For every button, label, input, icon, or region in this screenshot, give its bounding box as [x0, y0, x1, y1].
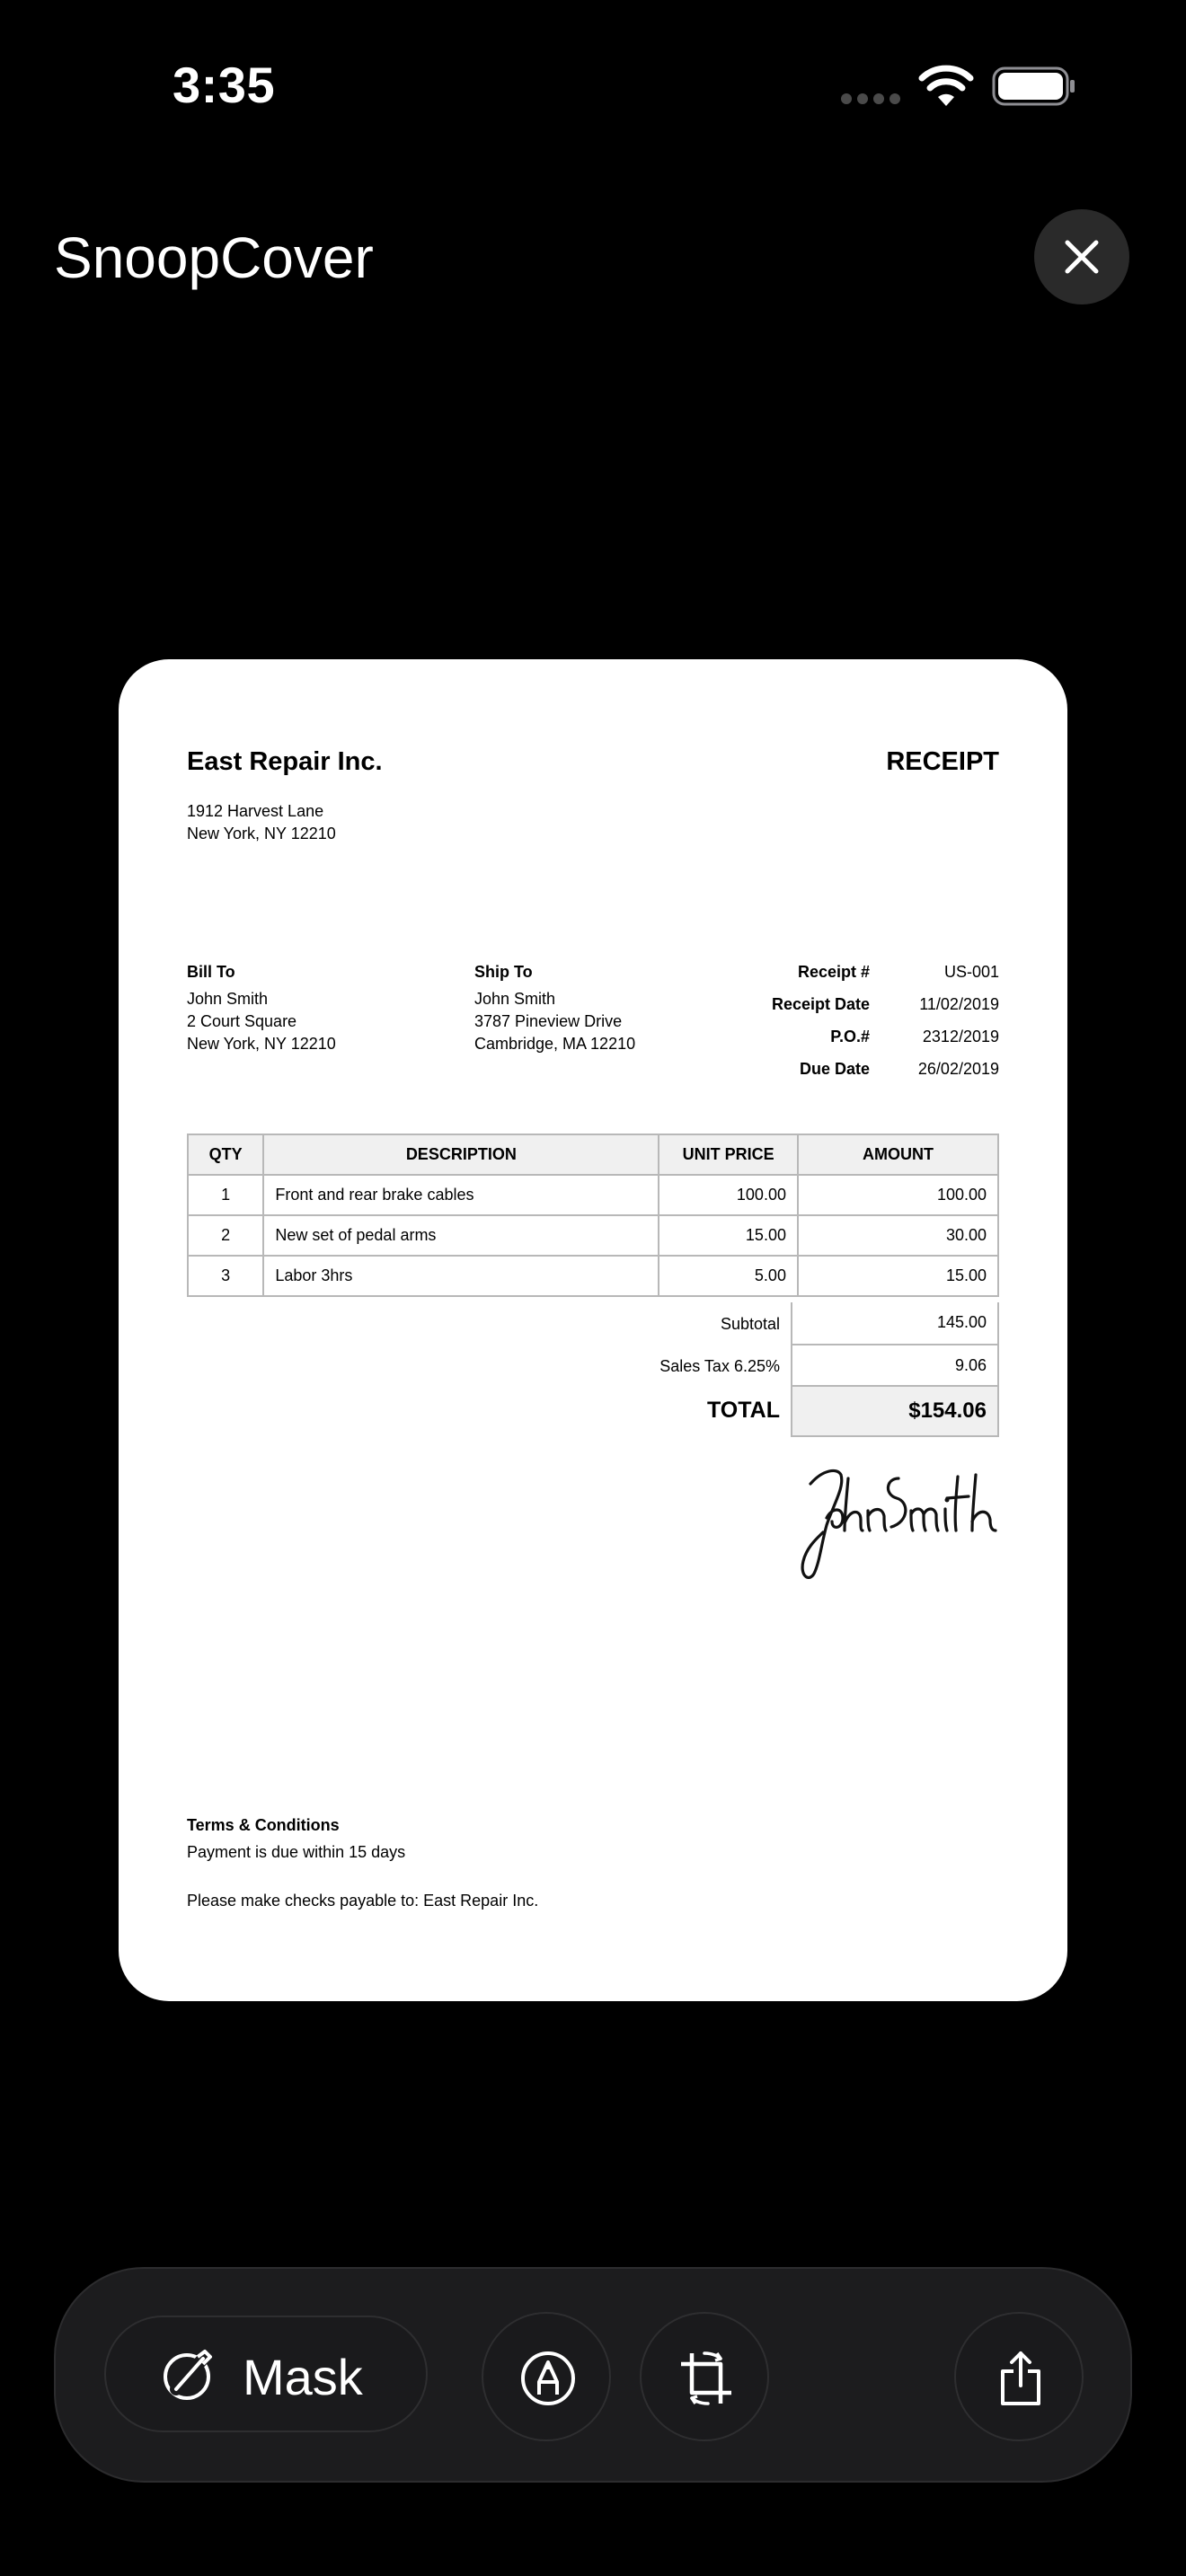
ship-to-line: Cambridge, MA 12210: [474, 1035, 636, 1053]
column-header-amount: AMOUNT: [798, 1134, 998, 1175]
ship-to-line: 3787 Pineview Drive: [474, 1012, 623, 1030]
receipt-number-value: US-001: [943, 963, 999, 981]
share-icon: [992, 2350, 1049, 2407]
close-button[interactable]: [1034, 209, 1129, 304]
description-cell: Labor 3hrs: [263, 1256, 659, 1296]
sales-tax-label: Sales Tax 6.25%: [659, 1357, 780, 1375]
share-button[interactable]: [954, 2312, 1084, 2441]
receipt-number-label: Receipt #: [797, 963, 870, 981]
qty-cell: 2: [188, 1215, 263, 1256]
bill-to-line: John Smith: [187, 990, 269, 1008]
due-date-label: Due Date: [799, 1060, 870, 1078]
subtotal-value: 145.00: [791, 1302, 999, 1345]
receipt-document: [119, 659, 1067, 2001]
company-name: East Repair Inc.: [187, 747, 383, 776]
qty-cell: 3: [188, 1256, 263, 1296]
column-header-unit-price: UNIT PRICE: [659, 1134, 798, 1175]
description-cell: New set of pedal arms: [263, 1215, 659, 1256]
cellular-signal-icon: [841, 93, 902, 104]
mask-label: Mask: [243, 2349, 363, 2405]
status-time: 3:35: [173, 57, 276, 113]
battery-icon: [992, 66, 1076, 106]
due-date-value: 26/02/2019: [917, 1060, 999, 1078]
wifi-icon: [918, 65, 974, 108]
receipt-date-label: Receipt Date: [771, 995, 870, 1013]
table-row: [188, 1256, 998, 1296]
receipt-date-value: 11/02/2019: [919, 995, 999, 1013]
company-address-line: New York, NY 12210: [187, 825, 336, 842]
column-header-qty: QTY: [188, 1134, 263, 1175]
crop-rotate-icon: [677, 2350, 735, 2407]
subtotal-label: Subtotal: [720, 1315, 780, 1333]
payable-text: Please make checks payable to: East Repair Inc.: [187, 1892, 539, 1910]
crop-rotate-button[interactable]: [640, 2312, 769, 2441]
close-icon: [1062, 237, 1102, 277]
bottom-toolbar: [54, 2267, 1132, 2483]
sales-tax-value: 9.06: [791, 1344, 999, 1387]
ship-to-line: John Smith: [474, 990, 556, 1008]
bill-to-heading: Bill To: [187, 963, 235, 981]
mask-icon: [160, 2348, 216, 2404]
amount-cell: 30.00: [798, 1215, 998, 1256]
unit-price-cell: 5.00: [659, 1256, 798, 1296]
app-title: SnoopCover: [54, 225, 374, 290]
mask-button[interactable]: [104, 2316, 428, 2432]
ship-to-heading: Ship To: [474, 963, 533, 981]
bill-to-line: New York, NY 12210: [187, 1035, 336, 1053]
document-type: RECEIPT: [886, 747, 999, 776]
unit-price-cell: 100.00: [659, 1175, 798, 1215]
column-header-description: DESCRIPTION: [263, 1134, 659, 1175]
amount-cell: 15.00: [798, 1256, 998, 1296]
terms-text: Payment is due within 15 days: [187, 1843, 406, 1861]
line-items-table: [187, 1134, 999, 1297]
company-address-line: 1912 Harvest Lane: [187, 802, 324, 820]
total-value: $154.06: [791, 1385, 999, 1437]
qty-cell: 1: [188, 1175, 263, 1215]
terms-heading: Terms & Conditions: [187, 1816, 340, 1834]
document-preview[interactable]: [119, 659, 1067, 2001]
table-row: [188, 1215, 998, 1256]
signature-image: [791, 1451, 1006, 1583]
table-header-row: [188, 1134, 998, 1175]
markup-icon: [519, 2350, 577, 2407]
description-cell: Front and rear brake cables: [263, 1175, 659, 1215]
markup-button[interactable]: [482, 2312, 611, 2441]
po-number-label: P.O.#: [830, 1028, 870, 1045]
bill-to-line: 2 Court Square: [187, 1012, 297, 1030]
total-label: TOTAL: [706, 1398, 780, 1423]
unit-price-cell: 15.00: [659, 1215, 798, 1256]
table-row: [188, 1175, 998, 1215]
amount-cell: 100.00: [798, 1175, 998, 1215]
po-number-value: 2312/2019: [922, 1028, 999, 1045]
